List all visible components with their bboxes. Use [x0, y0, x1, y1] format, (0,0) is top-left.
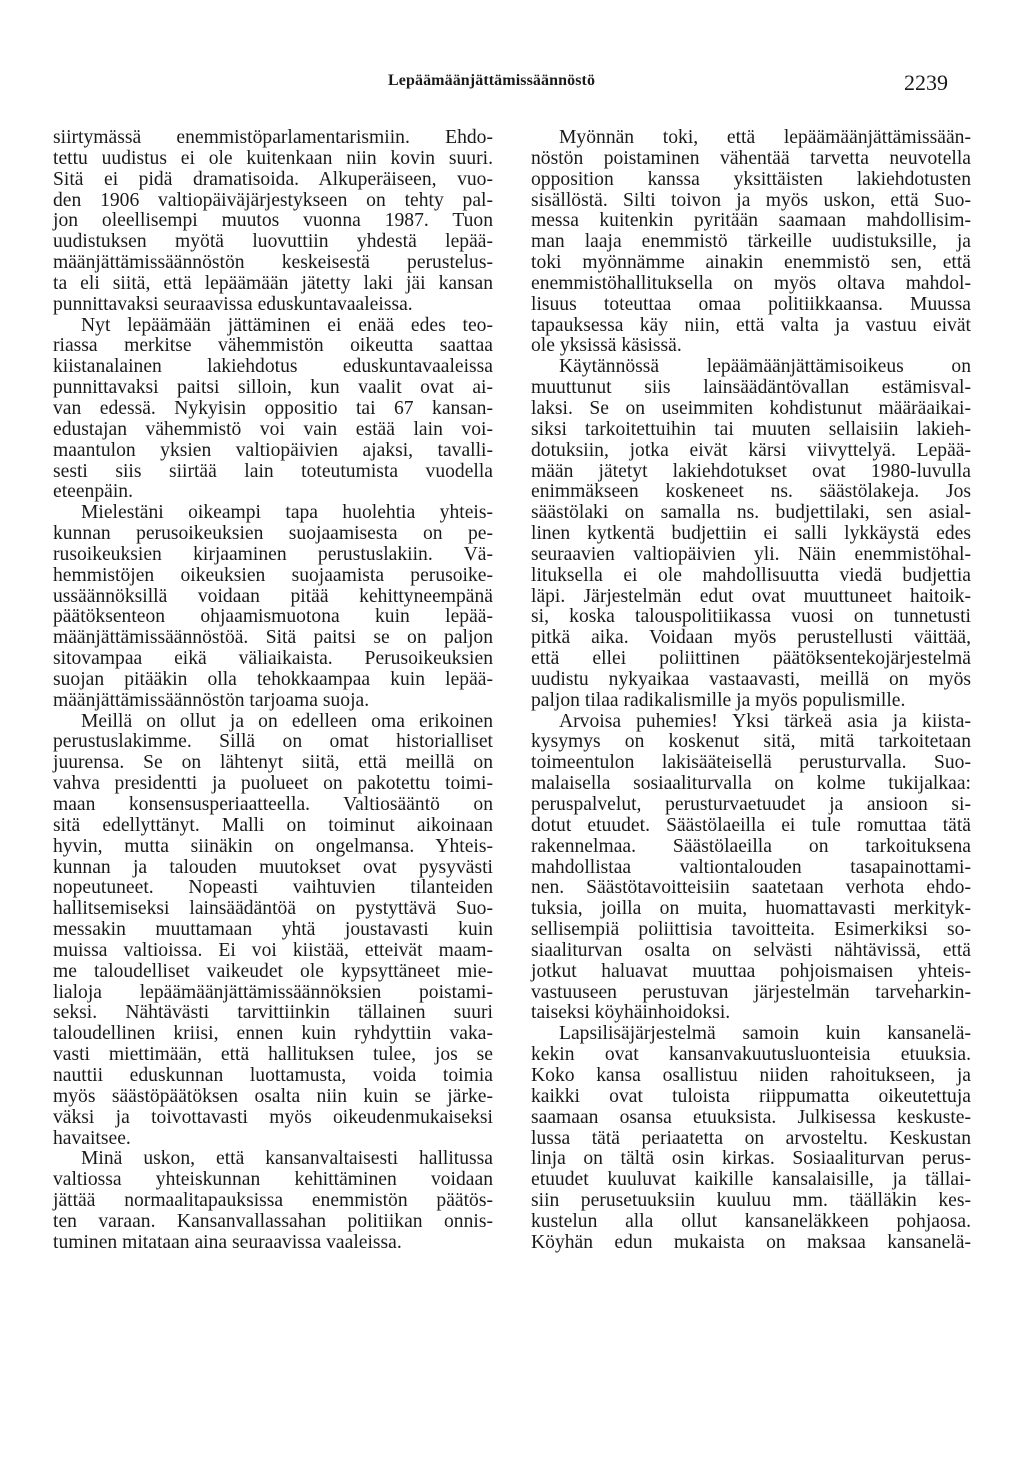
- text-line: messa kuitenkin pyritään saamaan mahdollisim-: [531, 210, 971, 232]
- text-line: määnjättämissäännöstön keskeisestä perustelus-: [53, 252, 493, 274]
- text-line: toki myönnämme ainakin enemmistö sen, että: [531, 252, 971, 274]
- text-line: messakin muuttamaan yhtä joustavasti kuin: [53, 919, 493, 941]
- text-line: kunnan perusoikeuksien suojaamisesta on pe-: [53, 523, 493, 545]
- text-line: ten varaan. Kansanvallassahan politiikan onnis-: [53, 1210, 493, 1232]
- text-line: hyvin, mutta siinäkin on ongelmansa. Yhteis-: [53, 835, 493, 857]
- text-line: päätöksenteon ohjaamismuotona kuin lepää-: [53, 606, 493, 628]
- text-line: siirtymässä enemmistöparlamentarismiin. Ehdo-: [53, 127, 493, 148]
- text-line: saamaan osansa etuuksista. Julkisessa keskuste-: [531, 1106, 971, 1128]
- running-title: Lepäämäänjättämissäännöstö: [388, 72, 596, 89]
- text-line: paljon tilaa radikalismille ja myös populismille.: [531, 689, 906, 711]
- text-line: lituksella ei ole mahdollisuutta viedä budjettia: [531, 564, 971, 586]
- text-line: tapauksessa käy niin, että valta ja vastuu eivät: [531, 314, 971, 336]
- text-line: mahdollistaa valtiontalouden tasapainottami-: [531, 856, 971, 878]
- text-line: laksi. Se on useimmiten kohdistunut määräaikai-: [531, 397, 971, 419]
- text-line: muissa valtioissa. Ei voi kiistää, etteivät maam-: [53, 939, 493, 961]
- text-line: Nyt lepäämään jättäminen ei enää edes teo-: [81, 314, 493, 336]
- text-line: siin perusetuuksiin kuuluu mm. täälläkin kes-: [531, 1190, 971, 1212]
- text-line: havaitsee.: [53, 1127, 131, 1149]
- text-line: punnittavaksi paitsi silloin, kun vaalit ovat ai-: [53, 377, 493, 399]
- text-line: Käytännössä lepäämäänjättämisoikeus on: [559, 356, 971, 378]
- text-line: tettu uudistus ei ole kuitenkaan niin kovin suuri.: [53, 147, 493, 169]
- text-line: Lapsilisäjärjestelmä samoin kuin kansanelä-: [559, 1023, 971, 1045]
- text-line: enemmistöhallituksella on myös oltava mahdol-: [531, 272, 971, 294]
- text-line: taloudellinen kriisi, ennen kuin ryhdyttiin vaka-: [53, 1023, 493, 1045]
- text-line: van edessä. Nykyisin oppositio tai 67 kansan-: [53, 397, 493, 419]
- text-line: taiseksi köyhäinhoidoksi.: [531, 1002, 731, 1024]
- text-line: kiistanalainen lakiehdotus eduskuntavaaleissa: [53, 356, 493, 378]
- text-line: kustelun alla ollut kansaneläkkeen pohjaosa.: [531, 1210, 971, 1232]
- text-line: sisällöstä. Silti toivon ja myös uskon, että Suo-: [531, 189, 971, 211]
- text-line: sellisempiä poliittisia tavoitteita. Esimerkiksi so-: [531, 919, 971, 941]
- text-line: sitä edellyttänyt. Malli on toiminut aikoinaan: [53, 814, 493, 836]
- text-line: dotut etuudet. Säästölaeilla ei tule romuttaa tätä: [531, 814, 971, 836]
- text-line: vahva presidentti ja puolueet on pakotettu toimi-: [53, 773, 493, 795]
- text-line: rakennelmaa. Säästölaeilla on tarkoituksena: [531, 835, 971, 857]
- text-line: punnittavaksi seuraavissa eduskuntavaaleissa.: [53, 293, 413, 315]
- text-line: ussäännöksillä voidaan pitää kehittyneempänä: [53, 585, 493, 607]
- text-line: kunnan ja talouden muutokset ovat pysyvästi: [53, 856, 493, 878]
- text-line: linja on tältä osin kirkas. Sosiaaliturvan perus-: [531, 1148, 971, 1170]
- text-line: lussa tätä periaatetta on arvosteltu. Keskustan: [531, 1127, 971, 1149]
- running-header: [0, 72, 1024, 98]
- text-line: man laaja enemmistö tärkeille uudistuksille, ja: [531, 231, 971, 253]
- text-line: opposition kanssa yksittäisten lakiehdotusten: [531, 168, 971, 190]
- text-line: juurensa. Se on lähtenyt siitä, että meillä on: [53, 752, 493, 774]
- text-line: hemmistöjen oikeuksien suojaamista perusoike-: [53, 564, 493, 586]
- text-line: edustajan vähemmistö voi vain estää lain voi-: [53, 418, 493, 440]
- text-line: lisuus toteuttaa omaa politiikkaansa. Muussa: [531, 293, 971, 315]
- text-line: enimmäkseen koskeneet ns. säästölakeja. Jos: [531, 481, 971, 503]
- text-line: Myönnän toki, että lepäämäänjättämissään-: [559, 127, 971, 148]
- text-line: sesti siis siirtää lain toteutumista vuodella: [53, 460, 493, 482]
- text-line: muuttunut siis lainsäädäntövallan estämisval-: [531, 377, 971, 399]
- text-line: riassa merkitse vähemmistön oikeutta saattaa: [53, 335, 493, 357]
- text-line: valtiossa yhteiskunnan kehittäminen voidaan: [53, 1169, 493, 1191]
- text-line: jotkut haluavat muuttaa pohjoismaisen yhteis-: [531, 960, 971, 982]
- text-line: Meillä on ollut ja on edelleen oma erikoinen: [81, 710, 493, 732]
- text-line: nauttii eduskunnan luottamusta, voida toimia: [53, 1064, 493, 1086]
- text-line: hallitsemiseksi lainsäädäntöä on pystyttävä Suo-: [53, 898, 493, 920]
- text-line: toimeentulon lakisääteisellä perusturvalla. Suo-: [531, 752, 971, 774]
- text-line: vastuuseen perustuvan järjestelmän tarveharkin-: [531, 981, 971, 1003]
- text-line: uudistu nykyaikaa vastaavasti, meillä on myös: [531, 668, 971, 690]
- text-line: siksi tarkoitettuihin tai muuten sellaisiin lakieh-: [531, 418, 971, 440]
- text-line: pitkä aika. Voidaan myös perustellusti väittää,: [531, 627, 971, 649]
- left-column: [53, 128, 493, 1254]
- text-line: etuudet kuuluvat kaikille kansalaisille, ja tällai-: [531, 1169, 971, 1191]
- text-line: seuraavien valtiopäivien yli. Näin enemmistöhal-: [531, 543, 971, 565]
- text-line: uudistuksen myötä luovuttiin yhdestä lepää-: [53, 231, 493, 253]
- text-line: eteenpäin.: [53, 481, 133, 503]
- text-line: määnjättämissäännöstöä. Sitä paitsi se on paljon: [53, 627, 493, 649]
- text-line: ta eli siitä, että lepäämään jätetty laki jäi kansan: [53, 272, 493, 294]
- text-line: myös säästöpäätöksen osalta niin kuin se järke-: [53, 1085, 493, 1107]
- text-line: maantulon yksien valtiopäivien ajaksi, tavalli-: [53, 439, 493, 461]
- text-line: maan konsensusperiaatteella. Valtiosääntö on: [53, 794, 493, 815]
- text-line: Arvoisa puhemies! Yksi tärkeä asia ja kiista-: [559, 710, 971, 732]
- text-line: nopeutuneet. Nopeasti vaihtuvien tilanteiden: [53, 877, 493, 899]
- right-column: [531, 128, 971, 1254]
- text-line: vasti miettimään, että hallituksen tulee, jos se: [53, 1044, 493, 1066]
- text-line: kysymys on koskenut sitä, mitä tarkoitetaan: [531, 731, 971, 753]
- text-line: kaikki ovat tuloista riippumatta oikeutettuja: [531, 1085, 971, 1107]
- text-line: si, koska talouspolitiikassa vuosi on tunnetusti: [531, 606, 971, 628]
- text-line: Köyhän edun mukaista on maksaa kansanelä-: [531, 1231, 971, 1253]
- text-line: tuminen mitataan aina seuraavissa vaaleissa.: [53, 1231, 402, 1253]
- text-line: siaaliturvan osalta on selvästi nähtävissä, että: [531, 939, 971, 961]
- text-line: sitovampaa eikä väliaikaista. Perusoikeuksien: [53, 648, 493, 670]
- text-line: malaisella sosiaaliturvalla on kolme tukijalkaa:: [531, 773, 971, 795]
- text-line: rusoikeuksien kirjaaminen perustuslakiin. Vä-: [53, 543, 493, 565]
- text-line: Mielestäni oikeampi tapa huolehtia yhteis-: [81, 502, 493, 524]
- text-line: jon oleellisempi muutos vuonna 1987. Tuon: [53, 210, 493, 232]
- text-line: mään jätetyt lakiehdotukset ovat 1980-luvulla: [531, 460, 971, 482]
- text-line: ole yksissä käsissä.: [531, 335, 682, 357]
- text-line: että ellei poliittinen päätöksentekojärjestelmä: [531, 648, 971, 670]
- text-line: linen kytkentä budjettiin ei salli lykkäystä edes: [531, 523, 971, 545]
- text-line: dotuksiin, jotka eivät kärsi viivyttelyä. Lepää-: [531, 439, 971, 461]
- text-line: tuksia, joilla on muita, huomattavasti merkityk-: [531, 898, 971, 920]
- text-line: kekin ovat kansanvakuutusluonteisia etuuksia.: [531, 1044, 971, 1066]
- text-line: väksi ja toivottavasti myös oikeudenmukaiseksi: [53, 1106, 493, 1128]
- text-line: läpi. Järjestelmän edut ovat muuttuneet haitoik-: [531, 585, 971, 607]
- text-line: määnjättämissäännöstön tarjoama suoja.: [53, 689, 370, 711]
- text-line: Sitä ei pidä dramatisoida. Alkuperäiseen, vuo-: [53, 168, 493, 190]
- text-line: jättää normaalitapauksissa enemmistön päätös-: [53, 1190, 493, 1212]
- text-line: lialoja lepäämäänjättämissäännöksien poistami-: [53, 981, 493, 1003]
- text-line: säästölaki on samalla ns. budjettilaki, sen asial-: [531, 502, 971, 524]
- text-line: seksi. Nähtävästi tarvittiinkin tällainen suuri: [53, 1002, 493, 1024]
- page-number: 2239: [904, 70, 948, 95]
- text-line: nen. Säästötavoitteisiin saatetaan verhota ehdo-: [531, 877, 971, 899]
- text-line: Koko kansa osallistuu niiden rahoitukseen, ja: [531, 1064, 971, 1086]
- text-line: nöstön poistaminen vähentää tarvetta neuvotella: [531, 147, 971, 169]
- text-line: peruspalvelut, perusturvaetuudet ja ansioon si-: [531, 794, 971, 815]
- text-line: Minä uskon, että kansanvaltaisesti hallitussa: [81, 1148, 493, 1170]
- text-line: den 1906 valtiopäiväjärjestykseen on tehty pal-: [53, 189, 493, 211]
- text-line: me taloudelliset vaikeudet ole kypsyttäneet mie-: [53, 960, 493, 982]
- text-line: perustuslakimme. Sillä on omat historialliset: [53, 731, 493, 753]
- text-line: suojan pitääkin olla tehokkaampaa kuin lepää-: [53, 668, 493, 690]
